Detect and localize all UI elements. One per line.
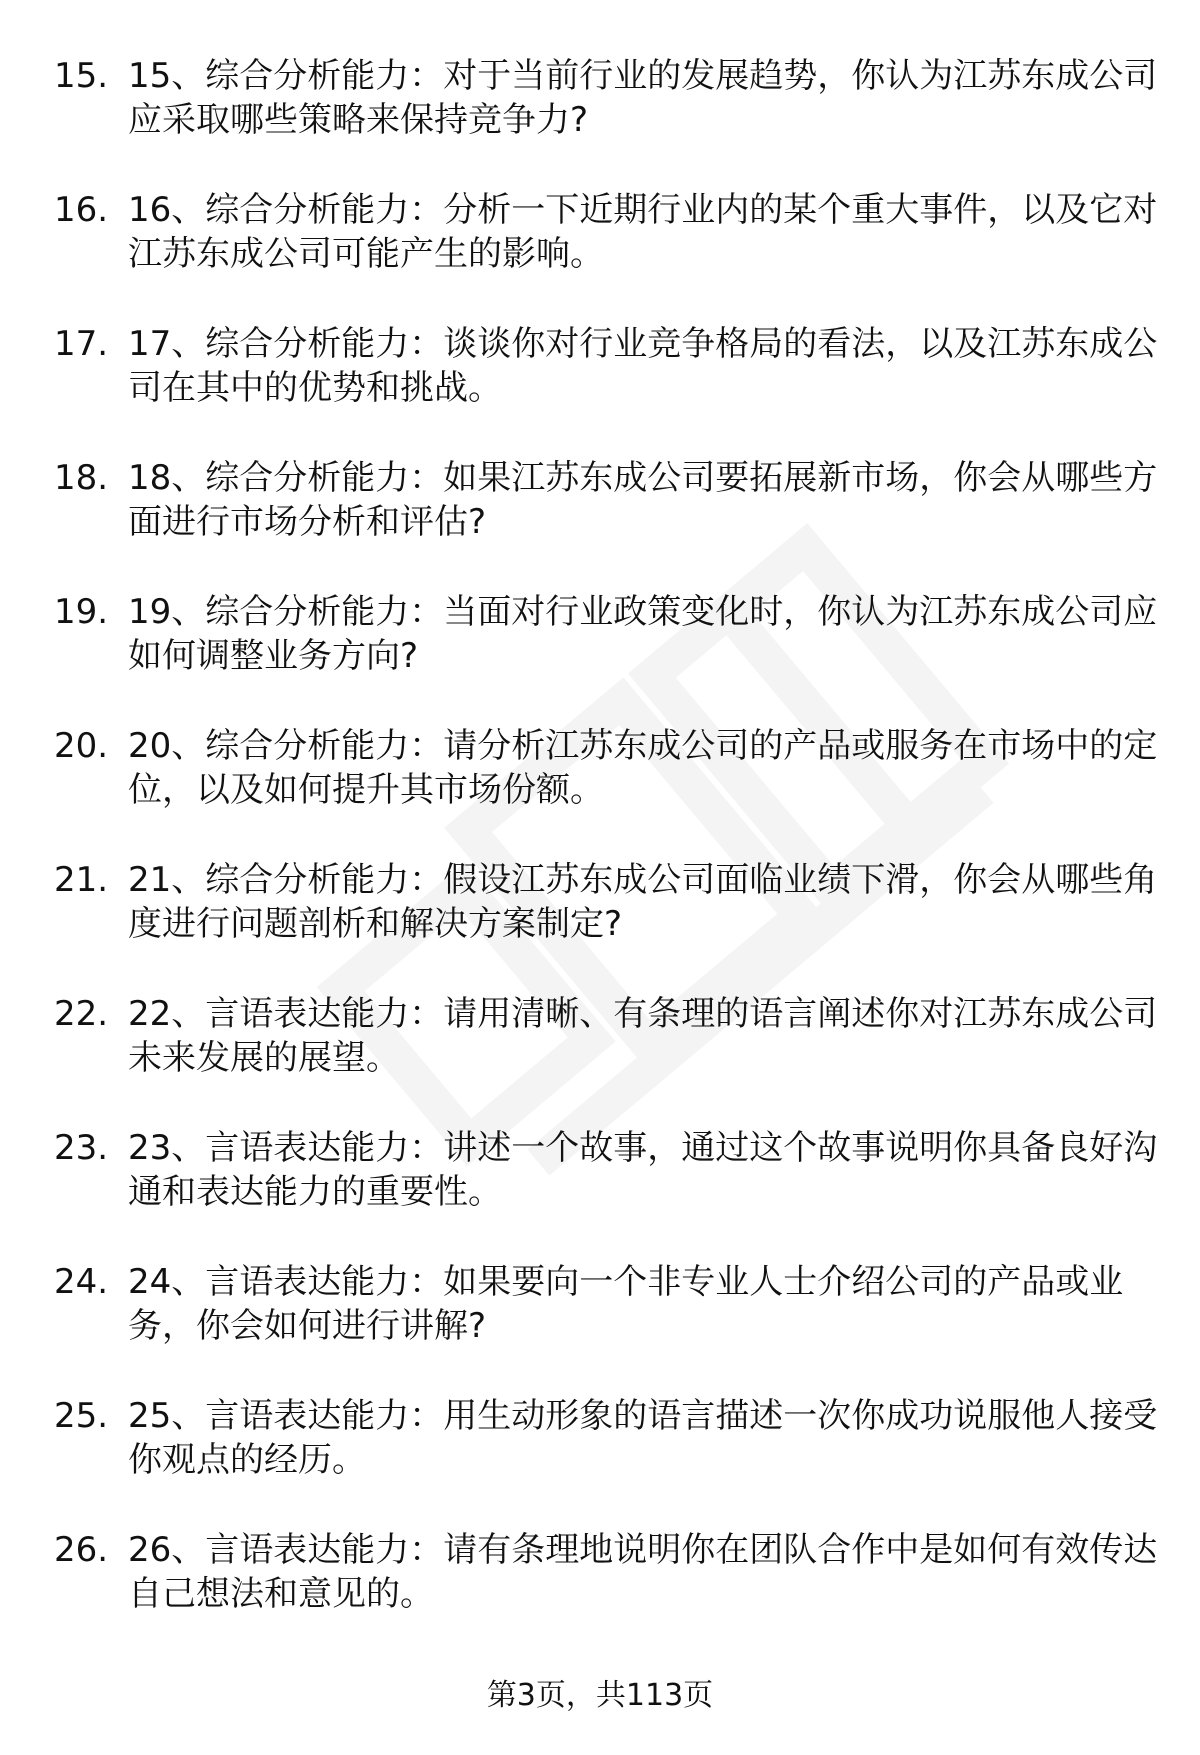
- question-text: 17、综合分析能力：谈谈你对行业竞争格局的看法，以及江苏东成公司在其中的优势和挑战。: [128, 324, 1158, 408]
- question-number: 19.: [54, 592, 109, 632]
- question-number: 26.: [54, 1530, 109, 1570]
- question-number: 17.: [54, 324, 109, 364]
- question-number: 20.: [54, 726, 109, 766]
- question-text: 26、言语表达能力：请有条理地说明你在团队合作中是如何有效传达自己想法和意见的。: [128, 1530, 1158, 1614]
- list-item: [0, 590, 1200, 724]
- question-text: 20、综合分析能力：请分析江苏东成公司的产品或服务在市场中的定位，以及如何提升其市场份额。: [128, 726, 1158, 810]
- question-number: 25.: [54, 1396, 109, 1436]
- question-text: 23、言语表达能力：讲述一个故事，通过这个故事说明你具备良好沟通和表达能力的重要性。: [128, 1128, 1158, 1212]
- page-number-label: 第3页，共113页: [486, 1678, 714, 1713]
- question-number: 18.: [54, 458, 109, 498]
- list-item: [0, 1394, 1200, 1528]
- question-text: 18、综合分析能力：如果江苏东成公司要拓展新市场，你会从哪些方面进行市场分析和评估?: [128, 458, 1158, 542]
- document-page: [0, 54, 1200, 1662]
- list-item: [0, 1126, 1200, 1260]
- list-item: [0, 992, 1200, 1126]
- list-item: [0, 54, 1200, 188]
- question-number: 24.: [54, 1262, 109, 1302]
- list-item: [0, 1528, 1200, 1662]
- question-text: 19、综合分析能力：当面对行业政策变化时，你认为江苏东成公司应如何调整业务方向?: [128, 592, 1158, 676]
- question-number: 15.: [54, 56, 109, 96]
- question-text: 16、综合分析能力：分析一下近期行业内的某个重大事件，以及它对江苏东成公司可能产生的影响。: [128, 190, 1158, 274]
- question-text: 24、言语表达能力：如果要向一个非专业人士介绍公司的产品或业务，你会如何进行讲解?: [128, 1262, 1124, 1346]
- list-item: [0, 322, 1200, 456]
- list-item: [0, 456, 1200, 590]
- page-footer: [0, 1676, 1200, 1716]
- list-item: [0, 188, 1200, 322]
- question-text: 15、综合分析能力：对于当前行业的发展趋势，你认为江苏东成公司应采取哪些策略来保持竞争力?: [128, 56, 1158, 140]
- list-item: [0, 1260, 1200, 1394]
- question-text: 21、综合分析能力：假设江苏东成公司面临业绩下滑，你会从哪些角度进行问题剖析和解决方案制定?: [128, 860, 1158, 944]
- question-text: 22、言语表达能力：请用清晰、有条理的语言阐述你对江苏东成公司未来发展的展望。: [128, 994, 1158, 1078]
- question-number: 23.: [54, 1128, 109, 1168]
- list-item: [0, 724, 1200, 858]
- question-number: 21.: [54, 860, 109, 900]
- question-number: 16.: [54, 190, 109, 230]
- question-text: 25、言语表达能力：用生动形象的语言描述一次你成功说服他人接受你观点的经历。: [128, 1396, 1158, 1480]
- question-list: [0, 54, 1200, 1662]
- question-number: 22.: [54, 994, 109, 1034]
- list-item: [0, 858, 1200, 992]
